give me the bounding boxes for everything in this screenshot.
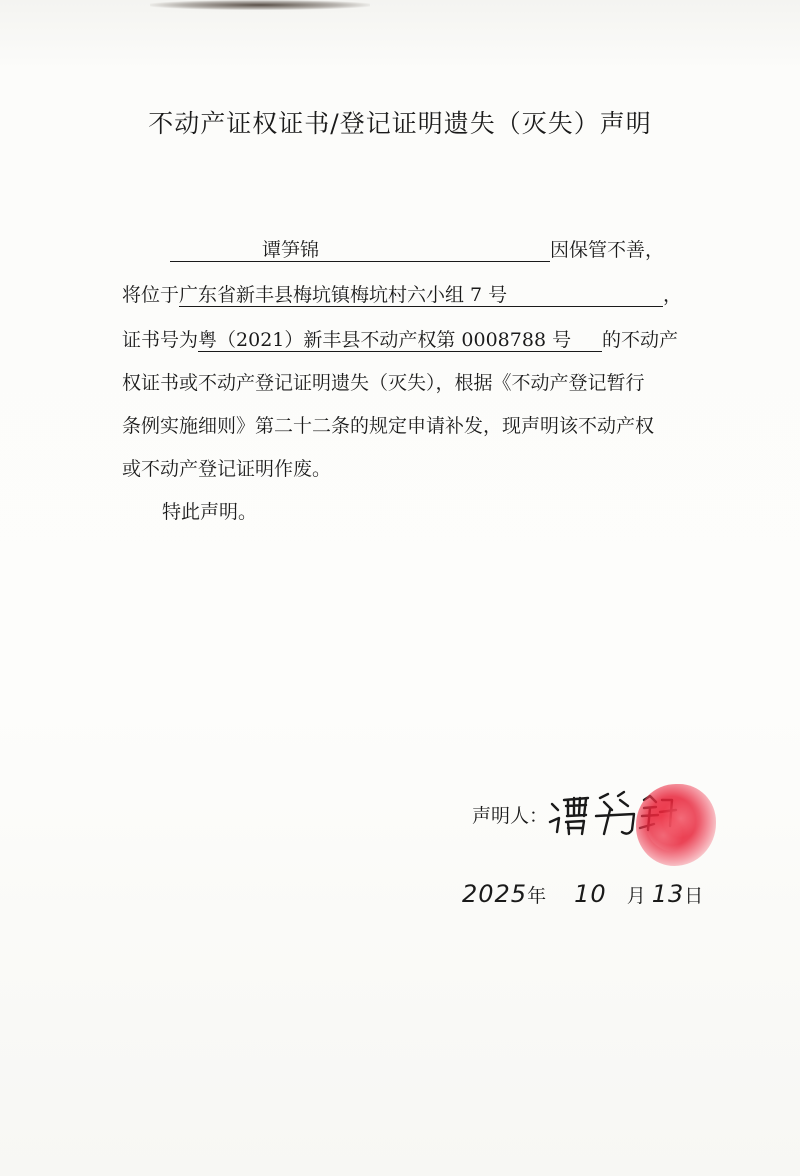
signer-label: 声明人： — [472, 805, 549, 827]
body-line-2 — [122, 283, 682, 307]
cert-number-field: 粤（2021）新丰县不动产权第 0008788 号 — [198, 329, 602, 352]
cert-suffix: 的不动产 — [602, 329, 679, 351]
address-suffix: ， — [663, 284, 683, 306]
red-fingerprint-seal — [636, 784, 716, 866]
closing-statement: 特此声明。 — [162, 501, 258, 523]
date-day: 13 — [651, 880, 685, 908]
owner-suffix: 因保管不善， — [550, 239, 665, 261]
body-line-5: 条例实施细则》第二十二条的规定申请补发，现声明该不动产权 — [122, 415, 655, 437]
date-day-unit: 日 — [684, 885, 704, 907]
scan-shadow — [150, 0, 370, 10]
address-prefix: 将位于 — [122, 284, 180, 306]
date-month-unit: 月 — [626, 885, 646, 907]
body-line-6: 或不动产登记证明作废。 — [122, 458, 332, 480]
date-year-unit: 年 — [527, 885, 547, 907]
document-title: 不动产证权证书/登记证明遗失（灭失）声明 — [148, 109, 652, 138]
cert-prefix: 证书号为 — [122, 329, 199, 351]
body-line-3 — [122, 328, 678, 352]
date-year: 2025 — [462, 880, 528, 908]
body-line-1 — [170, 238, 664, 262]
date-month: 10 — [574, 880, 607, 908]
signature-date — [462, 880, 703, 920]
owner-name-field: 谭笋锦 — [170, 239, 550, 262]
address-field: 广东省新丰县梅坑镇梅坑村六小组 7 号 — [179, 284, 663, 307]
body-line-4: 权证书或不动产登记证明遗失（灭失），根据《不动产登记暂行 — [122, 372, 645, 394]
